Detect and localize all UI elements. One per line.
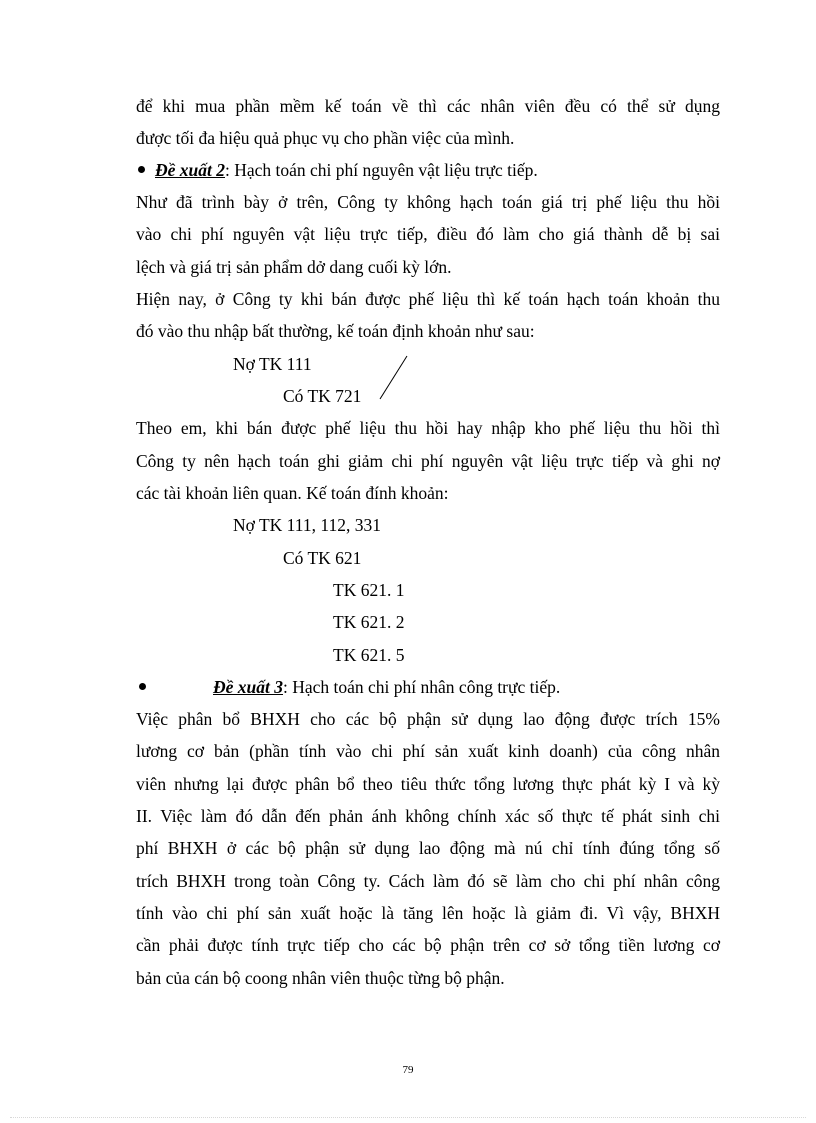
body-text-line: trích BHXH trong toàn Công ty. Cách làm đó sẽ làm cho chi phí nhân công xyxy=(136,871,720,891)
body-text-line: II. Việc làm đó dẫn đến phản ánh không chính xác số thực tế phát sinh chi xyxy=(136,806,720,826)
body-text-line: được tối đa hiệu quả phục vụ cho phần việc của mình. xyxy=(136,128,515,148)
body-text-line: Như đã trình bày ở trên, Công ty không hạch toán giá trị phế liệu thu hồi xyxy=(136,192,720,212)
body-text-line: phí BHXH ở các bộ phận sử dụng lao động mà nú chỉ tính đúng tổng số xyxy=(136,838,720,858)
body-text-line: để khi mua phần mềm kế toán về thì các nhân viên đều có thể sử dụng xyxy=(136,96,720,116)
proposal-heading xyxy=(213,676,560,698)
body-text-line: Việc phân bổ BHXH cho các bộ phận sử dụng lao động được trích 15% xyxy=(136,709,720,729)
body-text-line: Công ty nên hạch toán ghi giảm chi phí nguyên vật liệu trực tiếp và ghi nợ xyxy=(136,451,720,471)
page-bottom-border xyxy=(10,1117,806,1118)
body-text-line: Hiện nay, ở Công ty khi bán được phế liệu thì kế toán hạch toán khoản thu xyxy=(136,289,720,309)
journal-credit: Có TK 721 xyxy=(283,386,362,406)
body-text-line: các tài khoản liên quan. Kế toán đính khoản: xyxy=(136,483,449,503)
proposal-label: Đề xuất 2 xyxy=(155,160,225,180)
body-text-line: bản của cán bộ coong nhân viên thuộc từng bộ phận. xyxy=(136,968,505,988)
body-text-line: lương cơ bản (phần tính vào chi phí sản xuất kinh doanh) của công nhân xyxy=(136,741,720,761)
body-text-line: viên nhưng lại được phân bổ theo tiêu thức tổng lương thực phát kỳ I và kỳ xyxy=(136,774,720,794)
proposal-text: : Hạch toán chi phí nguyên vật liệu trực tiếp. xyxy=(225,160,538,180)
journal-debit: Nợ TK 111 xyxy=(233,354,312,374)
body-text-line: Theo em, khi bán được phế liệu thu hồi hay nhập kho phế liệu thu hồi thì xyxy=(136,418,720,438)
body-text-line: đó vào thu nhập bất thường, kế toán định khoản như sau: xyxy=(136,321,535,341)
journal-sub-account: TK 621. 1 xyxy=(333,580,405,600)
bullet-icon xyxy=(139,683,146,690)
proposal-heading xyxy=(155,159,538,181)
body-text-line: vào chi phí nguyên vật liệu trực tiếp, điều đó làm cho giá thành dễ bị sai xyxy=(136,224,720,244)
journal-credit: Có TK 621 xyxy=(283,548,362,568)
body-text-line: cần phải được tính trực tiếp cho các bộ phận trên cơ sở tổng tiền lương cơ xyxy=(136,935,720,955)
proposal-text: : Hạch toán chi phí nhân công trực tiếp. xyxy=(283,677,561,697)
journal-debit: Nợ TK 111, 112, 331 xyxy=(233,515,381,535)
journal-sub-account: TK 621. 5 xyxy=(333,645,405,665)
page-number: 79 xyxy=(402,1064,414,1076)
bullet-icon xyxy=(138,166,145,173)
body-text-line: tính vào chi phí sản xuất hoặc là tăng lên hoặc là giảm đi. Vì vậy, BHXH xyxy=(136,903,720,923)
body-text-line: lệch và giá trị sản phẩm dở dang cuối kỳ lớn. xyxy=(136,257,452,277)
journal-sub-account: TK 621. 2 xyxy=(333,612,405,632)
proposal-label: Đề xuất 3 xyxy=(213,677,283,697)
slash-mark xyxy=(376,354,410,402)
